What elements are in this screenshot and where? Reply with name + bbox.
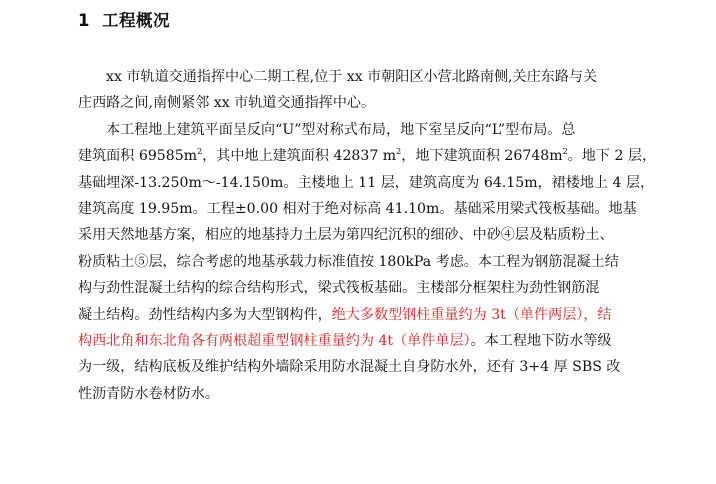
body-text bbox=[78, 64, 690, 407]
section-number: 1 bbox=[78, 11, 90, 30]
text-line: 构与劲性混凝土结构的综合结构形式，梁式筏板基础。主楼部分框架柱为劲性钢筋混 bbox=[78, 280, 600, 297]
text-line: 建筑高度 19.95m。工程±0.00 相对于绝对标高 41.10m。基础采用梁式筏板基础。地基 bbox=[78, 201, 637, 218]
highlighted-text: 绝大多数型钢柱重量约为 3t（单件两层），结 bbox=[331, 306, 612, 323]
superscript: 2 bbox=[396, 147, 402, 157]
superscript: 2 bbox=[197, 147, 203, 157]
text-segment: ，地下建筑面积 26748m bbox=[401, 148, 563, 165]
text-line: 粉质粘土⑤层，综合考虑的地基承载力标准值按 180kPa 考虑。本工程为钢筋混凝土结 bbox=[78, 253, 619, 270]
superscript: 2 bbox=[562, 147, 568, 157]
text-line: 基础埋深-13.250m～-14.150m。主楼地上 11 层，建筑高度为 64.15m，裙楼地上 4 层， bbox=[78, 174, 655, 191]
text-segment: 。本工程地下防水等级 bbox=[470, 333, 612, 350]
text-line-mixed bbox=[78, 328, 690, 354]
text-line-mixed bbox=[78, 302, 690, 328]
text-segment: 凝土结构。劲性结构内多为大型钢构件， bbox=[78, 306, 332, 323]
text-line-area bbox=[78, 143, 690, 169]
text-line: 性沥青防水卷材防水。 bbox=[78, 385, 219, 402]
highlighted-text: 构西北角和东北角各有两根超重型钢柱重量约为 4t（单件单层） bbox=[78, 333, 471, 350]
text-segment: 。地下 2 层， bbox=[567, 148, 657, 165]
paragraph-location bbox=[78, 64, 690, 117]
text-line: xx 市轨道交通指挥中心二期工程,位于 xx 市朝阳区小营北路南侧,关庄东路与关 bbox=[106, 69, 598, 85]
section-heading bbox=[78, 9, 170, 33]
text-line: 为一级，结构底板及维护结构外墙除采用防水混凝土自身防水外，还有 3+4 厚 SBS 改 bbox=[78, 359, 621, 376]
text-segment: 建筑面积 69585m bbox=[78, 148, 198, 165]
paragraph-overview bbox=[78, 117, 690, 407]
text-line: 采用天然地基方案，相应的地基持力土层为第四纪沉积的细砂、中砂④层及粘质粉土、 bbox=[78, 227, 614, 244]
section-title: 工程概况 bbox=[101, 11, 170, 30]
text-segment: ，其中地上建筑面积 42837 m bbox=[202, 148, 397, 165]
text-line: 本工程地上建筑平面呈反向“U”型对称式布局，地下室呈反向“L”型布局。总 bbox=[106, 121, 576, 138]
text-line: 庄西路之间,南侧紧邻 xx 市轨道交通指挥中心。 bbox=[78, 95, 376, 112]
